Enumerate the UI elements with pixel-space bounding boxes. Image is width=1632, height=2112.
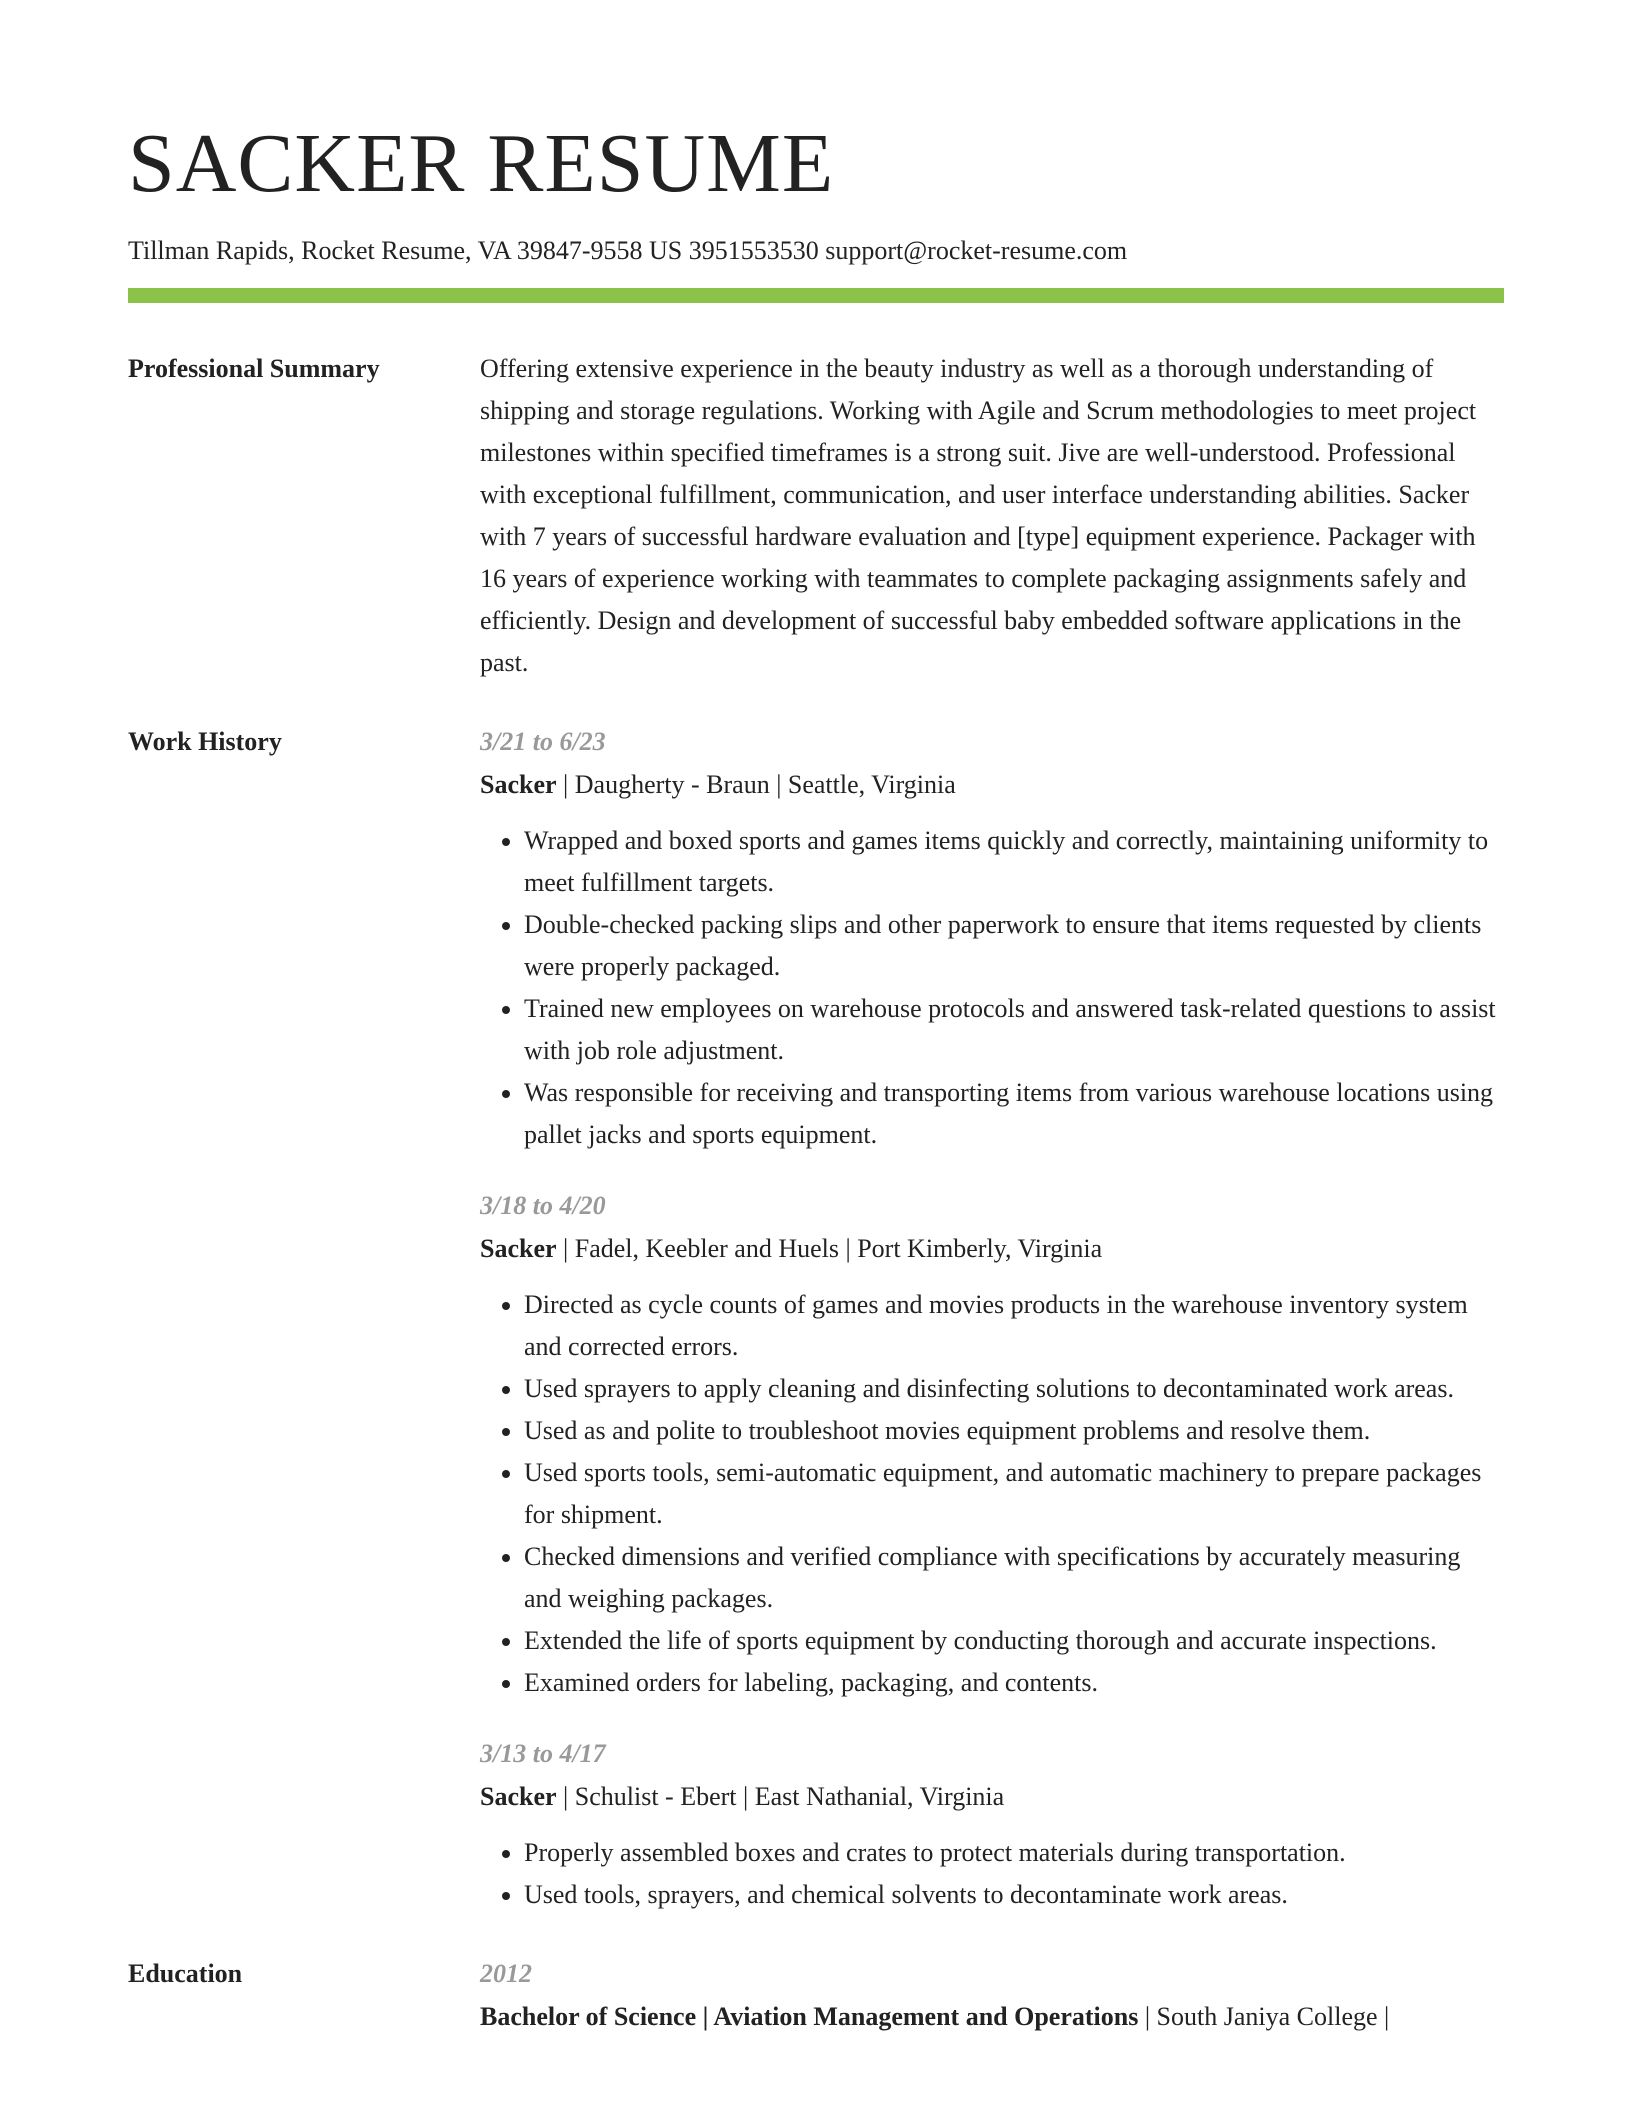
job-bullets <box>480 1284 1504 1704</box>
job-bullet: • Extended the life of sports equipment by conducting thorough and accurate inspections. <box>524 1620 1504 1662</box>
education-year: 2012 <box>480 1959 532 1989</box>
accent-divider <box>128 288 1504 303</box>
job-details: | Fadel, Keebler and Huels | Port Kimberly, Virginia <box>556 1234 1103 1264</box>
job-bullet: • Trained new employees on warehouse protocols and answered task-related questions to assist with job role adjustment. <box>524 988 1504 1072</box>
summary-label: Professional Summary <box>128 354 380 384</box>
work-history-label: Work History <box>128 727 282 757</box>
job-title: Sacker <box>480 1782 557 1812</box>
summary-text: Offering extensive experience in the beauty industry as well as a thorough understanding of shipping and storage regulations. Working with Agile and Scrum methodologies to meet project milestones within specified timeframes is a strong suit. Jive are well-understood. Professional with exceptional fulfillment, communication, and user interface understanding abilities. Sacker with 7 years of successful hardware evaluation and [type] equipment experience. Packager with 16 years of experience working with teammates to complete packaging assignments safely and efficiently. Design and development of successful baby embedded software applications in the past. <box>480 354 1477 678</box>
education-degree: Bachelor of Science | Aviation Management and Operations <box>480 2002 1139 2032</box>
job-dates: 3/18 to 4/20 <box>480 1191 606 1221</box>
job-bullet: • Used tools, sprayers, and chemical solvents to decontaminate work areas. <box>524 1874 1504 1916</box>
job-entry <box>480 724 1504 1156</box>
job-bullet: • Wrapped and boxed sports and games items quickly and correctly, maintaining uniformity to meet fulfillment targets. <box>524 820 1504 904</box>
job-bullet: • Used as and polite to troubleshoot movies equipment problems and resolve them. <box>524 1410 1504 1452</box>
job-role-line <box>480 764 1504 806</box>
work-history-section <box>128 724 1504 1916</box>
job-bullet: • Checked dimensions and verified compliance with specifications by accurately measuring and weighing packages. <box>524 1536 1504 1620</box>
job-bullet: • Double-checked packing slips and other paperwork to ensure that items requested by clients were properly packaged. <box>524 904 1504 988</box>
job-bullet: • Examined orders for labeling, packaging, and contents. <box>524 1662 1504 1704</box>
job-bullet: • Used sprayers to apply cleaning and disinfecting solutions to decontaminated work areas. <box>524 1368 1504 1410</box>
job-bullet: • Directed as cycle counts of games and movies products in the warehouse inventory system and corrected errors. <box>524 1284 1504 1368</box>
job-title: Sacker <box>480 770 557 800</box>
education-school: | South Janiya College | <box>1138 2002 1390 2032</box>
job-entry <box>480 1188 1504 1704</box>
job-bullet: • Used sports tools, semi-automatic equipment, and automatic machinery to prepare packages for shipment. <box>524 1452 1504 1536</box>
resume-title: SACKER RESUME <box>128 117 835 210</box>
job-bullets <box>480 820 1504 1156</box>
job-title: Sacker <box>480 1234 557 1264</box>
job-details: | Schulist - Ebert | East Nathanial, Virginia <box>556 1782 1005 1812</box>
job-bullet: • Properly assembled boxes and crates to protect materials during transportation. <box>524 1832 1504 1874</box>
education-label: Education <box>128 1959 243 1989</box>
job-dates: 3/21 to 6/23 <box>480 727 606 757</box>
job-role-line <box>480 1228 1504 1270</box>
job-details: | Daugherty - Braun | Seattle, Virginia <box>556 770 956 800</box>
job-role-line <box>480 1776 1504 1818</box>
education-section <box>128 1956 1504 2038</box>
job-dates: 3/13 to 4/17 <box>480 1739 606 1769</box>
summary-section <box>128 351 1504 684</box>
job-entry <box>480 1736 1504 1916</box>
resume-page <box>128 118 1504 2038</box>
education-line <box>480 1996 1504 2038</box>
contact-line: Tillman Rapids, Rocket Resume, VA 39847-9558 US 3951553530 support@rocket-resume.com <box>128 236 1128 266</box>
job-bullet: • Was responsible for receiving and transporting items from various warehouse locations using pallet jacks and sports equipment. <box>524 1072 1504 1156</box>
job-bullets <box>480 1832 1504 1916</box>
